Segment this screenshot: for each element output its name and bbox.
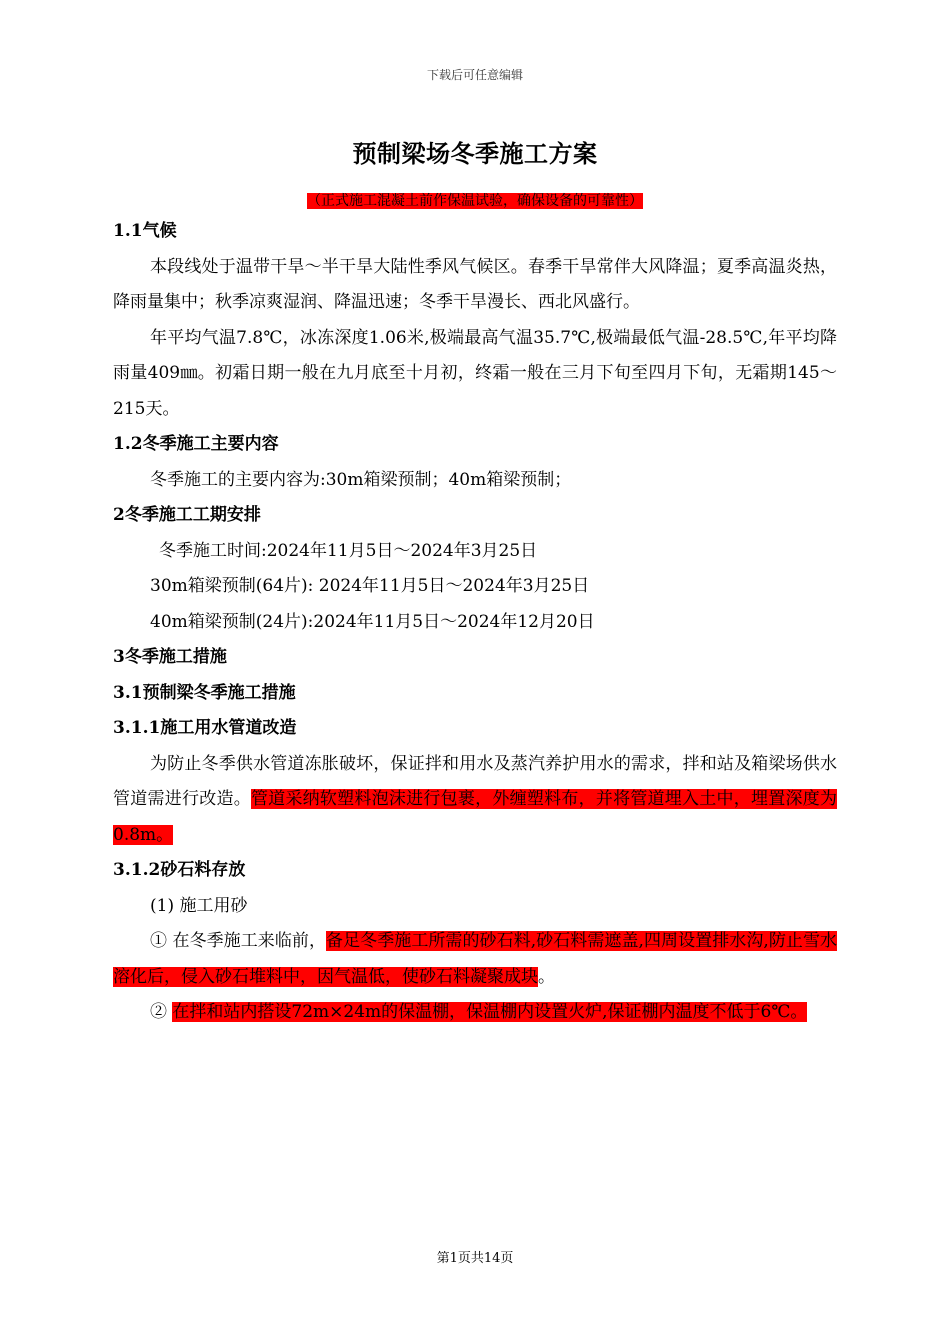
document-body [113,214,837,1031]
paragraph-climate-1: 本段线处于温带干旱～半干旱大陆性季风气候区。春季干旱常伴大风降温；夏季高温炎热，降雨量集中；秋季凉爽湿润、降温迅速；冬季干旱漫长、西北风盛行。 [113,256,837,312]
page-header: 下载后可任意编辑 [426,68,523,82]
paragraph-main-content: 冬季施工的主要内容为:30m箱梁预制；40m箱梁预制； [150,469,572,490]
sand-2-highlight-c: 的保温棚，保温棚内设置火炉 [381,1002,603,1022]
sand-1-highlight-b: ,砂石料需遮盖 [530,931,639,951]
heading-3-1: 3.1预制梁冬季施工措施 [113,682,296,703]
sand-2-highlight-b: 72m×24m [291,1002,382,1022]
heading-3-1-2: 3.1.2砂石料存放 [113,860,246,880]
sand-2-highlight-a: 在拌和站内搭设 [172,1002,292,1022]
schedule-line-30m: 30m箱梁预制(64片): 2024年11月5日～2024年3月25日 [150,576,590,596]
heading-1-2: 1.2冬季施工主要内容 [113,434,279,454]
heading-3-1-1: 3.1.1施工用水管道改造 [113,718,297,738]
sand-1-end: 。 [538,966,555,987]
water-pipe-end-highlight: 。 [156,824,174,845]
note-highlight: （正式施工混凝土前作保温试验，确保设备的可靠性） [307,193,643,209]
sand-1-highlight-c: ,四周设置排水沟, [638,931,769,951]
paragraph-climate-2: 年平均气温7.8℃，冰冻深度1.06米,极端最高气温35.7℃,极端最低气温-28.5℃,年平均降雨量409㎜。初霜日期一般在九月底至十月初，终霜一般在三月下旬至四月下旬，无霜期145～215天。 [113,327,837,419]
document-title: 预制梁场冬季施工方案 [352,139,598,168]
water-pipe-text: 为防止冬季供水管道冻胀破坏，保证拌和用水及蒸汽养护用水的需求，拌和站及箱梁场供水管道需进行改造。 [113,753,837,809]
sand-1-prefix: ① 在冬季施工来临前， [150,931,327,951]
schedule-line-40m: 40m箱梁预制(24片):2024年11月5日～2024年12月20日 [150,611,595,632]
heading-3: 3冬季施工措施 [113,647,227,667]
sand-2-prefix: ② [150,1002,173,1022]
water-pipe-highlight: 管道采纳软塑料泡沫进行包裹，外缠塑料布，并将管道埋入土中，埋置深度为 [250,789,838,809]
sand-1-highlight-d: 防止雪水溶化后，侵入砂石堆料中，因气温低，使砂石料凝聚成块 [113,931,838,987]
page-footer: 第1页共14页 [436,1251,514,1266]
list-item-sand: (1) 施工用砂 [150,895,248,916]
highlighted-note [0,190,950,210]
sand-1-highlight-a: 备足冬季施工所需的砂石料 [326,931,531,951]
heading-1-1: 1.1气候 [113,221,177,241]
paragraph-sand-2 [113,995,837,1031]
paragraph-sand-1 [113,924,837,995]
heading-2: 2冬季施工工期安排 [113,505,261,525]
water-pipe-depth-highlight: 0.8m [113,824,157,845]
sand-2-highlight-d: ,保证棚内温度不低于6℃。 [602,1002,808,1022]
schedule-line-overall: 冬季施工时间:2024年11月5日～2024年3月25日 [159,540,538,561]
paragraph-water-pipe [113,747,837,854]
